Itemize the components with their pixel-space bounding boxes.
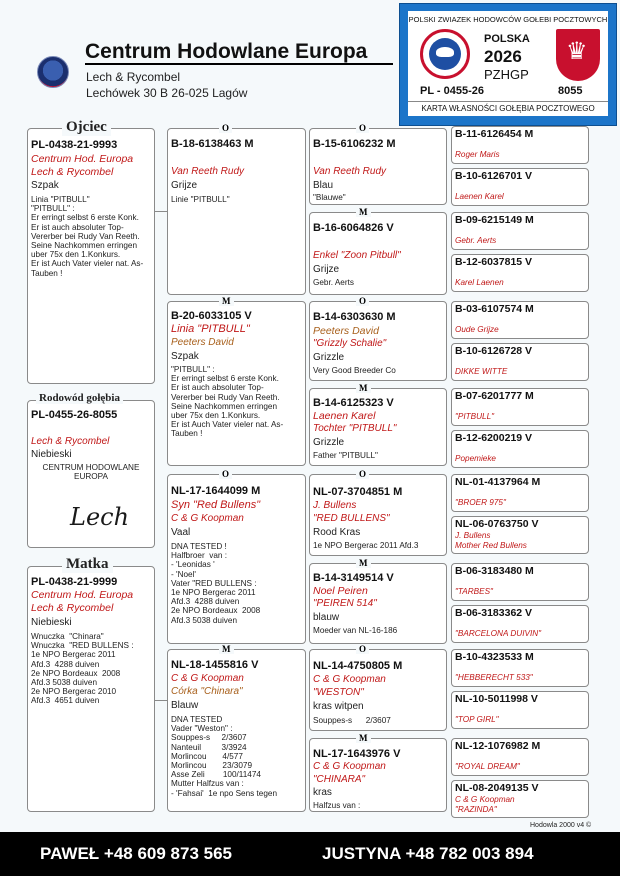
pedigree-label: Rodowód gołębia: [36, 392, 123, 404]
club-logo-icon: [37, 56, 69, 88]
sex-label-o: O: [356, 470, 369, 479]
page-title: Centrum Hodowlane Europa: [85, 40, 368, 63]
gen2-color: Grijze: [171, 180, 198, 191]
gen4-name: Gebr. Aerts: [455, 236, 497, 245]
sex-label-o: O: [356, 645, 369, 654]
gen4-ring: B-03-6107574 M: [455, 303, 534, 315]
gen4-name: "PITBULL": [455, 412, 495, 421]
gen3-notes: Halfzus van :: [313, 801, 361, 810]
connector: [155, 211, 167, 212]
card-association: POLSKI ZWIAZEK HODOWCÓW GOŁEBI POCZTOWYCH: [408, 15, 608, 24]
gen3-ring: NL-07-3704851 M: [313, 486, 403, 498]
gen2-name: Van Reeth Rudy: [171, 166, 245, 177]
gen3-color: Grizzle: [313, 352, 345, 363]
mother-owner: Lech & Rycombel: [31, 602, 114, 614]
mother-ring: PL-0438-21-9999: [31, 576, 118, 588]
gen3-notes: 1e NPO Bergerac 2011 Afd.3: [313, 541, 419, 550]
gen4-ring: B-10-6126701 V: [455, 170, 533, 182]
gen4-name: "TOP GIRL": [455, 715, 499, 724]
gen3-name: Enkel "Zoon Pitbull": [313, 250, 401, 261]
connector: [155, 700, 167, 701]
gen3-ring: B-14-3149514 V: [313, 572, 394, 584]
gen3-name: Peeters David: [313, 325, 379, 337]
father-name: Centrum Hod. Europa: [31, 153, 134, 165]
gen3-name: Laenen Karel: [313, 410, 376, 422]
handwritten-signature: Lech: [70, 503, 130, 531]
sex-label-o: O: [219, 124, 232, 133]
card-org: PZHGP: [484, 67, 529, 82]
gen3-name: C & G Koopman: [313, 761, 386, 772]
card-year: 2026: [484, 47, 522, 66]
father-color: Szpak: [31, 180, 59, 191]
gen4-ring: B-09-6215149 M: [455, 214, 534, 226]
title-underline: [85, 63, 393, 65]
card-number: 8055: [558, 85, 583, 97]
sex-label-o: O: [219, 470, 232, 479]
father-notes: Linia "PITBULL" "PITBULL" : Er erringt selbst 6 erste Konk. Er ist auch absoluter Top- Vererber bei Rudy Van Reeth. Seine Nachkommen erringen uber 75x den 1.Konkurs. Er ist Auch Vater vieler nat. As- Tauben !: [31, 195, 144, 278]
gen4-ring: B-10-4323533 M: [455, 651, 534, 663]
gen2-breeder: C & G Koopman: [171, 513, 244, 524]
gen4-ring: NL-10-5011998 V: [455, 693, 538, 705]
gen3-color: kras: [313, 787, 332, 798]
sex-label-m: M: [356, 734, 371, 743]
gen4-ring: B-12-6200219 V: [455, 432, 533, 444]
gen4-name: "BROER 975": [455, 498, 506, 507]
owner-address: Lechówek 30 B 26-025 Lagów: [86, 86, 248, 100]
gen3-nickname: "CHINARA": [313, 774, 366, 785]
gen3-notes: Souppes-s 2/3607: [313, 716, 391, 725]
gen3-nickname: "PEIREN 514": [313, 598, 377, 609]
gen3-color: Grijze: [313, 264, 340, 275]
sex-label-o: O: [356, 124, 369, 133]
gen2-color: Szpak: [171, 351, 199, 362]
gen3-color: Rood Kras: [313, 527, 361, 538]
gen3-name: Van Reeth Rudy: [313, 166, 387, 177]
gen3-name: C & G Koopman: [313, 674, 386, 685]
gen4-nickname: "RAZINDA": [455, 805, 497, 814]
gen2-box: [167, 128, 306, 295]
pzhgp-emblem-icon: [420, 29, 470, 79]
mother-color: Niebieski: [31, 617, 72, 628]
gen2-notes: DNA TESTED ! Halfbroer van : - 'Leonidas ' - 'Noel' Vater "RED BULLENS : 1e NPO Bergerac 2011 Afd.3 4288 duiven 2e NPO Bordeaux 2008 Afd.3 5038 duiven: [171, 542, 261, 625]
gen4-name: J. Bullens: [455, 531, 491, 540]
gen4-ring: B-11-6126454 M: [455, 128, 534, 140]
sex-label-m: M: [219, 645, 234, 654]
gen3-color: Blau: [313, 180, 334, 191]
sex-label-m: M: [219, 297, 234, 306]
gen3-color: Grizzle: [313, 437, 345, 448]
gen3-ring: NL-14-4750805 M: [313, 660, 403, 672]
gen2-ring: NL-18-1455816 V: [171, 659, 259, 671]
gen2-color: Vaal: [171, 527, 191, 538]
gen3-nickname: "RED BULLENS": [313, 513, 390, 524]
gen4-ring: B-07-6201777 M: [455, 390, 534, 402]
mother-label: Matka: [62, 556, 113, 573]
gen3-notes: Father "PITBULL": [313, 451, 378, 460]
gen2-ring: NL-17-1644099 M: [171, 485, 261, 497]
gen4-name: Roger Maris: [455, 150, 500, 159]
gen4-name: C & G Koopman: [455, 795, 515, 804]
father-label: Ojciec: [62, 119, 111, 136]
ownership-card: [399, 3, 617, 126]
gen3-color: kras witpen: [313, 701, 364, 712]
sex-label-o: O: [356, 297, 369, 306]
sex-label-m: M: [356, 559, 371, 568]
owner-name: Lech & Rycombel: [86, 70, 181, 84]
gen3-nickname: "Grizzly Schalie": [313, 338, 387, 349]
gen2-nickname: Córka "Chinara": [171, 686, 243, 697]
mother-notes: Wnuczka "Chinara" Wnuczka "RED BULLENS : 1e NPO Bergerac 2011 Afd.3 4288 duiven 2e NPO Bordeaux 2008 Afd.3 5038 duiven 2e NPO Bergerac 2010 Afd.3 4651 duiven: [31, 632, 134, 706]
subject-ring: PL-0455-26-8055: [31, 409, 118, 421]
gen4-name: Oude Grijze: [455, 325, 499, 334]
gen3-name: Noel Peiren: [313, 585, 368, 597]
gen2-notes: DNA TESTED Vader "Weston" : Souppes-s 2/3607 Nanteuil 3/3924 Morlincou 4/577 Morlincou 23/3079 Asse Zeli 100/11474 Mutter Halfzus van : - 'Fahsai' 1e npo Sens tegen: [171, 715, 277, 798]
gen3-notes: Moeder van NL-16-186: [313, 626, 398, 635]
gen3-name: J. Bullens: [313, 500, 357, 511]
gen4-name: "BARCELONA DUIVIN": [455, 629, 542, 638]
gen2-color: Blauw: [171, 700, 199, 711]
gen4-nickname: Mother Red Bullens: [455, 541, 527, 550]
gen3-ring: B-14-6125323 V: [313, 397, 394, 409]
gen4-ring: NL-01-4137964 M: [455, 476, 541, 488]
gen3-nickname: "WESTON": [313, 687, 364, 698]
gen4-name: "ROYAL DREAM": [455, 762, 520, 771]
gen4-name: "HEBBERECHT 533": [455, 673, 533, 682]
gen3-ring: B-16-6064826 V: [313, 222, 394, 234]
gen3-ring: B-15-6106232 M: [313, 138, 396, 150]
gen4-ring: NL-08-2049135 V: [455, 782, 539, 794]
ownership-card-body: [408, 11, 608, 116]
gen4-ring: B-06-3183480 M: [455, 565, 534, 577]
gen2-breeder: Peeters David: [171, 337, 234, 348]
gen3-color: blauw: [313, 612, 340, 623]
contact-pawel: PAWEŁ +48 609 873 565: [40, 844, 233, 863]
sex-label-m: M: [356, 384, 371, 393]
gen4-name: Laenen Karel: [455, 192, 504, 201]
subject-color: Niebieski: [31, 449, 72, 460]
gen3-notes: Very Good Breeder Co: [313, 366, 396, 375]
gen2-notes: Linie "PITBULL": [171, 195, 230, 204]
subject-owner: Lech & Rycombel: [31, 436, 110, 447]
card-country: POLSKA: [484, 33, 530, 45]
gen4-ring: B-10-6126728 V: [455, 345, 533, 357]
subject-loft: CENTRUM HODOWLANE EUROPA: [42, 463, 140, 482]
gen3-nickname: Tochter "PITBULL": [313, 423, 397, 434]
gen2-name: C & G Koopman: [171, 673, 244, 684]
gen4-ring: B-06-3183362 V: [455, 607, 533, 619]
gen4-name: "TARBES": [455, 587, 493, 596]
gen3-notes: Gebr. Aerts: [313, 278, 354, 287]
gen3-ring: NL-17-1643976 V: [313, 748, 401, 760]
software-note: Hodowla 2000 v4 ©: [530, 822, 592, 829]
gen4-ring: B-12-6037815 V: [455, 256, 533, 268]
gen2-ring: B-20-6033105 V: [171, 310, 252, 322]
gen2-name: Linia "PITBULL": [171, 323, 250, 335]
father-ring: PL-0438-21-9993: [31, 139, 118, 151]
gen4-ring: NL-12-1076982 M: [455, 740, 541, 752]
mother-name: Centrum Hod. Europa: [31, 589, 134, 601]
card-footer: KARTA WŁASNOŚCI GOŁĘBIA POCZTOWEGO: [408, 101, 608, 113]
polish-eagle-icon: [556, 29, 600, 81]
card-ring: PL - 0455-26: [420, 85, 485, 97]
gen4-name: Karel Laenen: [455, 278, 504, 287]
gen4-name: Popemieke: [455, 454, 496, 463]
gen4-name: DIKKE WITTE: [455, 367, 508, 376]
gen2-name: Syn "Red Bullens": [171, 499, 261, 511]
gen3-notes: "Blauwe": [313, 193, 346, 202]
sex-label-m: M: [356, 208, 371, 217]
gen4-ring: NL-06-0763750 V: [455, 518, 539, 530]
gen3-ring: B-14-6303630 M: [313, 311, 396, 323]
contact-justyna: JUSTYNA +48 782 003 894: [322, 844, 534, 863]
gen2-ring: B-18-6138463 M: [171, 138, 254, 150]
father-owner: Lech & Rycombel: [31, 166, 114, 178]
gen2-notes: "PITBULL" : Er erringt selbst 6 erste Konk. Er ist auch absoluter Top- Vererber bei Rudy Van Reeth. Seine Nachkommen erringen uber 75x den 1.Konkurs. Er ist Auch Vater vieler nat. As- Tauben !: [171, 365, 284, 439]
